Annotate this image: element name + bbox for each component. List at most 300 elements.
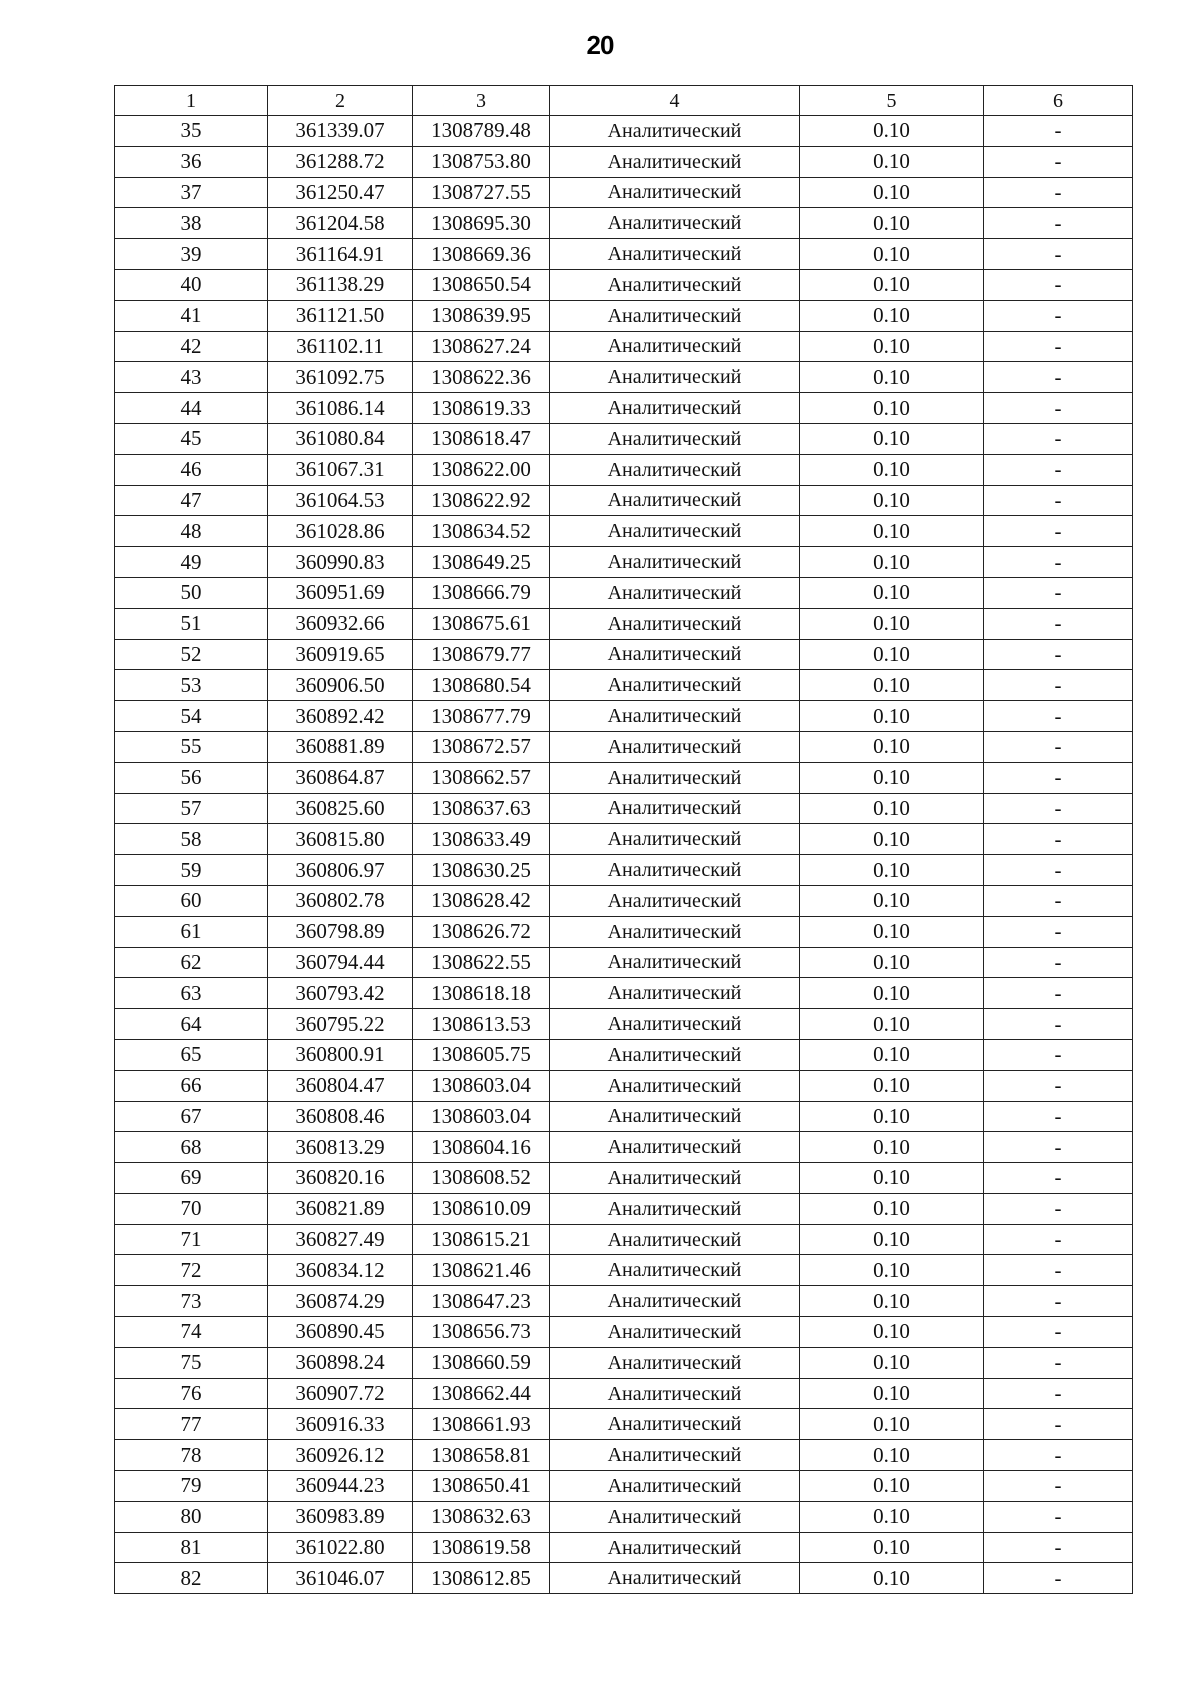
y-coordinate-cell: 1308605.75 bbox=[413, 1039, 550, 1070]
accuracy-cell: 0.10 bbox=[800, 731, 984, 762]
method-cell: Аналитический bbox=[550, 978, 800, 1009]
table-row bbox=[115, 177, 1133, 208]
y-coordinate-cell: 1308637.63 bbox=[413, 793, 550, 824]
accuracy-cell: 0.10 bbox=[800, 1563, 984, 1594]
point-number-cell: 53 bbox=[115, 670, 268, 701]
x-coordinate-cell: 360804.47 bbox=[268, 1070, 413, 1101]
table-row bbox=[115, 1286, 1133, 1317]
x-coordinate-cell: 361204.58 bbox=[268, 208, 413, 239]
accuracy-cell: 0.10 bbox=[800, 116, 984, 147]
point-number-cell: 37 bbox=[115, 177, 268, 208]
note-cell: - bbox=[984, 1009, 1133, 1040]
accuracy-cell: 0.10 bbox=[800, 1224, 984, 1255]
note-cell: - bbox=[984, 1163, 1133, 1194]
accuracy-cell: 0.10 bbox=[800, 670, 984, 701]
method-cell: Аналитический bbox=[550, 1532, 800, 1563]
x-coordinate-cell: 360795.22 bbox=[268, 1009, 413, 1040]
page-number: 20 bbox=[586, 30, 614, 60]
point-number-cell: 62 bbox=[115, 947, 268, 978]
y-coordinate-cell: 1308613.53 bbox=[413, 1009, 550, 1040]
table-row bbox=[115, 762, 1133, 793]
x-coordinate-cell: 361080.84 bbox=[268, 423, 413, 454]
point-number-cell: 57 bbox=[115, 793, 268, 824]
point-number-cell: 80 bbox=[115, 1501, 268, 1532]
x-coordinate-cell: 360808.46 bbox=[268, 1101, 413, 1132]
accuracy-cell: 0.10 bbox=[800, 885, 984, 916]
accuracy-cell: 0.10 bbox=[800, 547, 984, 578]
x-coordinate-cell: 360793.42 bbox=[268, 978, 413, 1009]
point-number-cell: 54 bbox=[115, 701, 268, 732]
note-cell: - bbox=[984, 177, 1133, 208]
point-number-cell: 38 bbox=[115, 208, 268, 239]
y-coordinate-cell: 1308661.93 bbox=[413, 1409, 550, 1440]
accuracy-cell: 0.10 bbox=[800, 1532, 984, 1563]
table-body bbox=[115, 116, 1133, 1594]
note-cell: - bbox=[984, 1224, 1133, 1255]
method-cell: Аналитический bbox=[550, 208, 800, 239]
method-cell: Аналитический bbox=[550, 1563, 800, 1594]
x-coordinate-cell: 361339.07 bbox=[268, 116, 413, 147]
point-number-cell: 55 bbox=[115, 731, 268, 762]
point-number-cell: 43 bbox=[115, 362, 268, 393]
y-coordinate-cell: 1308626.72 bbox=[413, 916, 550, 947]
method-cell: Аналитический bbox=[550, 885, 800, 916]
point-number-cell: 41 bbox=[115, 300, 268, 331]
table-row bbox=[115, 1471, 1133, 1502]
y-coordinate-cell: 1308675.61 bbox=[413, 608, 550, 639]
accuracy-cell: 0.10 bbox=[800, 177, 984, 208]
note-cell: - bbox=[984, 1070, 1133, 1101]
note-cell: - bbox=[984, 208, 1133, 239]
method-cell: Аналитический bbox=[550, 608, 800, 639]
y-coordinate-cell: 1308603.04 bbox=[413, 1070, 550, 1101]
note-cell: - bbox=[984, 239, 1133, 270]
note-cell: - bbox=[984, 762, 1133, 793]
y-coordinate-cell: 1308618.47 bbox=[413, 423, 550, 454]
accuracy-cell: 0.10 bbox=[800, 577, 984, 608]
note-cell: - bbox=[984, 516, 1133, 547]
point-number-cell: 78 bbox=[115, 1440, 268, 1471]
table-row bbox=[115, 1193, 1133, 1224]
x-coordinate-cell: 360932.66 bbox=[268, 608, 413, 639]
note-cell: - bbox=[984, 331, 1133, 362]
y-coordinate-cell: 1308622.55 bbox=[413, 947, 550, 978]
table-row bbox=[115, 701, 1133, 732]
y-coordinate-cell: 1308608.52 bbox=[413, 1163, 550, 1194]
method-cell: Аналитический bbox=[550, 269, 800, 300]
point-number-cell: 61 bbox=[115, 916, 268, 947]
point-number-cell: 52 bbox=[115, 639, 268, 670]
table-row bbox=[115, 577, 1133, 608]
table-row bbox=[115, 1532, 1133, 1563]
x-coordinate-cell: 361250.47 bbox=[268, 177, 413, 208]
x-coordinate-cell: 361022.80 bbox=[268, 1532, 413, 1563]
method-cell: Аналитический bbox=[550, 1471, 800, 1502]
y-coordinate-cell: 1308639.95 bbox=[413, 300, 550, 331]
method-cell: Аналитический bbox=[550, 1009, 800, 1040]
method-cell: Аналитический bbox=[550, 1409, 800, 1440]
method-cell: Аналитический bbox=[550, 454, 800, 485]
x-coordinate-cell: 361092.75 bbox=[268, 362, 413, 393]
x-coordinate-cell: 361288.72 bbox=[268, 146, 413, 177]
method-cell: Аналитический bbox=[550, 1070, 800, 1101]
accuracy-cell: 0.10 bbox=[800, 793, 984, 824]
table-row bbox=[115, 116, 1133, 147]
accuracy-cell: 0.10 bbox=[800, 423, 984, 454]
table-row bbox=[115, 824, 1133, 855]
y-coordinate-cell: 1308656.73 bbox=[413, 1317, 550, 1348]
accuracy-cell: 0.10 bbox=[800, 1501, 984, 1532]
x-coordinate-cell: 360806.97 bbox=[268, 855, 413, 886]
y-coordinate-cell: 1308666.79 bbox=[413, 577, 550, 608]
point-number-cell: 75 bbox=[115, 1347, 268, 1378]
method-cell: Аналитический bbox=[550, 1501, 800, 1532]
note-cell: - bbox=[984, 947, 1133, 978]
y-coordinate-cell: 1308619.58 bbox=[413, 1532, 550, 1563]
y-coordinate-cell: 1308647.23 bbox=[413, 1286, 550, 1317]
y-coordinate-cell: 1308610.09 bbox=[413, 1193, 550, 1224]
accuracy-cell: 0.10 bbox=[800, 978, 984, 1009]
accuracy-cell: 0.10 bbox=[800, 1039, 984, 1070]
note-cell: - bbox=[984, 670, 1133, 701]
accuracy-cell: 0.10 bbox=[800, 269, 984, 300]
note-cell: - bbox=[984, 1132, 1133, 1163]
table-row bbox=[115, 978, 1133, 1009]
x-coordinate-cell: 360990.83 bbox=[268, 547, 413, 578]
table-row bbox=[115, 547, 1133, 578]
accuracy-cell: 0.10 bbox=[800, 947, 984, 978]
accuracy-cell: 0.10 bbox=[800, 1009, 984, 1040]
method-cell: Аналитический bbox=[550, 577, 800, 608]
note-cell: - bbox=[984, 793, 1133, 824]
accuracy-cell: 0.10 bbox=[800, 1378, 984, 1409]
x-coordinate-cell: 360907.72 bbox=[268, 1378, 413, 1409]
table-row bbox=[115, 208, 1133, 239]
point-number-cell: 40 bbox=[115, 269, 268, 300]
note-cell: - bbox=[984, 608, 1133, 639]
method-cell: Аналитический bbox=[550, 762, 800, 793]
accuracy-cell: 0.10 bbox=[800, 208, 984, 239]
x-coordinate-cell: 360821.89 bbox=[268, 1193, 413, 1224]
note-cell: - bbox=[984, 1347, 1133, 1378]
y-coordinate-cell: 1308618.18 bbox=[413, 978, 550, 1009]
accuracy-cell: 0.10 bbox=[800, 331, 984, 362]
y-coordinate-cell: 1308603.04 bbox=[413, 1101, 550, 1132]
x-coordinate-cell: 360874.29 bbox=[268, 1286, 413, 1317]
table-row bbox=[115, 916, 1133, 947]
x-coordinate-cell: 360892.42 bbox=[268, 701, 413, 732]
note-cell: - bbox=[984, 824, 1133, 855]
x-coordinate-cell: 361046.07 bbox=[268, 1563, 413, 1594]
accuracy-cell: 0.10 bbox=[800, 393, 984, 424]
method-cell: Аналитический bbox=[550, 793, 800, 824]
y-coordinate-cell: 1308753.80 bbox=[413, 146, 550, 177]
accuracy-cell: 0.10 bbox=[800, 239, 984, 270]
note-cell: - bbox=[984, 1471, 1133, 1502]
y-coordinate-cell: 1308680.54 bbox=[413, 670, 550, 701]
y-coordinate-cell: 1308634.52 bbox=[413, 516, 550, 547]
accuracy-cell: 0.10 bbox=[800, 1286, 984, 1317]
note-cell: - bbox=[984, 1532, 1133, 1563]
accuracy-cell: 0.10 bbox=[800, 485, 984, 516]
y-coordinate-cell: 1308628.42 bbox=[413, 885, 550, 916]
note-cell: - bbox=[984, 116, 1133, 147]
accuracy-cell: 0.10 bbox=[800, 1440, 984, 1471]
note-cell: - bbox=[984, 1317, 1133, 1348]
method-cell: Аналитический bbox=[550, 1039, 800, 1070]
accuracy-cell: 0.10 bbox=[800, 1347, 984, 1378]
header-row bbox=[115, 86, 1133, 116]
x-coordinate-cell: 360813.29 bbox=[268, 1132, 413, 1163]
x-coordinate-cell: 360820.16 bbox=[268, 1163, 413, 1194]
point-number-cell: 35 bbox=[115, 116, 268, 147]
x-coordinate-cell: 360906.50 bbox=[268, 670, 413, 701]
accuracy-cell: 0.10 bbox=[800, 855, 984, 886]
table-row bbox=[115, 1501, 1133, 1532]
point-number-cell: 74 bbox=[115, 1317, 268, 1348]
table-row bbox=[115, 1317, 1133, 1348]
x-coordinate-cell: 360827.49 bbox=[268, 1224, 413, 1255]
y-coordinate-cell: 1308622.00 bbox=[413, 454, 550, 485]
x-coordinate-cell: 361164.91 bbox=[268, 239, 413, 270]
x-coordinate-cell: 360864.87 bbox=[268, 762, 413, 793]
point-number-cell: 46 bbox=[115, 454, 268, 485]
table-row bbox=[115, 1563, 1133, 1594]
x-coordinate-cell: 360898.24 bbox=[268, 1347, 413, 1378]
method-cell: Аналитический bbox=[550, 947, 800, 978]
note-cell: - bbox=[984, 423, 1133, 454]
y-coordinate-cell: 1308633.49 bbox=[413, 824, 550, 855]
column-header: 3 bbox=[413, 86, 550, 116]
point-number-cell: 39 bbox=[115, 239, 268, 270]
note-cell: - bbox=[984, 485, 1133, 516]
x-coordinate-cell: 360983.89 bbox=[268, 1501, 413, 1532]
accuracy-cell: 0.10 bbox=[800, 1255, 984, 1286]
method-cell: Аналитический bbox=[550, 423, 800, 454]
note-cell: - bbox=[984, 547, 1133, 578]
point-number-cell: 68 bbox=[115, 1132, 268, 1163]
x-coordinate-cell: 360881.89 bbox=[268, 731, 413, 762]
accuracy-cell: 0.10 bbox=[800, 454, 984, 485]
method-cell: Аналитический bbox=[550, 1286, 800, 1317]
table-row bbox=[115, 1440, 1133, 1471]
method-cell: Аналитический bbox=[550, 485, 800, 516]
note-cell: - bbox=[984, 1255, 1133, 1286]
note-cell: - bbox=[984, 1193, 1133, 1224]
table-row bbox=[115, 608, 1133, 639]
method-cell: Аналитический bbox=[550, 547, 800, 578]
x-coordinate-cell: 360815.80 bbox=[268, 824, 413, 855]
note-cell: - bbox=[984, 577, 1133, 608]
x-coordinate-cell: 361102.11 bbox=[268, 331, 413, 362]
method-cell: Аналитический bbox=[550, 1317, 800, 1348]
point-number-cell: 70 bbox=[115, 1193, 268, 1224]
table-row bbox=[115, 793, 1133, 824]
y-coordinate-cell: 1308650.54 bbox=[413, 269, 550, 300]
point-number-cell: 66 bbox=[115, 1070, 268, 1101]
point-number-cell: 49 bbox=[115, 547, 268, 578]
accuracy-cell: 0.10 bbox=[800, 608, 984, 639]
table-row bbox=[115, 362, 1133, 393]
method-cell: Аналитический bbox=[550, 239, 800, 270]
method-cell: Аналитический bbox=[550, 1132, 800, 1163]
point-number-cell: 72 bbox=[115, 1255, 268, 1286]
note-cell: - bbox=[984, 885, 1133, 916]
accuracy-cell: 0.10 bbox=[800, 1070, 984, 1101]
x-coordinate-cell: 360916.33 bbox=[268, 1409, 413, 1440]
table-row bbox=[115, 1070, 1133, 1101]
note-cell: - bbox=[984, 300, 1133, 331]
y-coordinate-cell: 1308612.85 bbox=[413, 1563, 550, 1594]
table-header bbox=[115, 86, 1133, 116]
table-row bbox=[115, 1163, 1133, 1194]
y-coordinate-cell: 1308615.21 bbox=[413, 1224, 550, 1255]
y-coordinate-cell: 1308621.46 bbox=[413, 1255, 550, 1286]
method-cell: Аналитический bbox=[550, 1440, 800, 1471]
y-coordinate-cell: 1308672.57 bbox=[413, 731, 550, 762]
x-coordinate-cell: 360800.91 bbox=[268, 1039, 413, 1070]
accuracy-cell: 0.10 bbox=[800, 1101, 984, 1132]
point-number-cell: 79 bbox=[115, 1471, 268, 1502]
method-cell: Аналитический bbox=[550, 731, 800, 762]
x-coordinate-cell: 361064.53 bbox=[268, 485, 413, 516]
column-header: 4 bbox=[550, 86, 800, 116]
point-number-cell: 82 bbox=[115, 1563, 268, 1594]
method-cell: Аналитический bbox=[550, 701, 800, 732]
accuracy-cell: 0.10 bbox=[800, 916, 984, 947]
method-cell: Аналитический bbox=[550, 1378, 800, 1409]
y-coordinate-cell: 1308649.25 bbox=[413, 547, 550, 578]
method-cell: Аналитический bbox=[550, 1347, 800, 1378]
x-coordinate-cell: 360926.12 bbox=[268, 1440, 413, 1471]
x-coordinate-cell: 360825.60 bbox=[268, 793, 413, 824]
table-row bbox=[115, 1255, 1133, 1286]
method-cell: Аналитический bbox=[550, 855, 800, 886]
y-coordinate-cell: 1308662.57 bbox=[413, 762, 550, 793]
point-number-cell: 76 bbox=[115, 1378, 268, 1409]
table-row bbox=[115, 269, 1133, 300]
note-cell: - bbox=[984, 269, 1133, 300]
note-cell: - bbox=[984, 146, 1133, 177]
column-header: 6 bbox=[984, 86, 1133, 116]
accuracy-cell: 0.10 bbox=[800, 762, 984, 793]
point-number-cell: 36 bbox=[115, 146, 268, 177]
method-cell: Аналитический bbox=[550, 1163, 800, 1194]
note-cell: - bbox=[984, 1501, 1133, 1532]
table-row bbox=[115, 239, 1133, 270]
y-coordinate-cell: 1308650.41 bbox=[413, 1471, 550, 1502]
accuracy-cell: 0.10 bbox=[800, 1193, 984, 1224]
table-row bbox=[115, 1009, 1133, 1040]
y-coordinate-cell: 1308632.63 bbox=[413, 1501, 550, 1532]
note-cell: - bbox=[984, 1286, 1133, 1317]
point-number-cell: 47 bbox=[115, 485, 268, 516]
point-number-cell: 65 bbox=[115, 1039, 268, 1070]
table-row bbox=[115, 485, 1133, 516]
table-row bbox=[115, 454, 1133, 485]
y-coordinate-cell: 1308658.81 bbox=[413, 1440, 550, 1471]
y-coordinate-cell: 1308619.33 bbox=[413, 393, 550, 424]
note-cell: - bbox=[984, 393, 1133, 424]
point-number-cell: 59 bbox=[115, 855, 268, 886]
accuracy-cell: 0.10 bbox=[800, 639, 984, 670]
point-number-cell: 77 bbox=[115, 1409, 268, 1440]
note-cell: - bbox=[984, 1101, 1133, 1132]
table-row bbox=[115, 855, 1133, 886]
y-coordinate-cell: 1308679.77 bbox=[413, 639, 550, 670]
table-row bbox=[115, 393, 1133, 424]
table-row bbox=[115, 146, 1133, 177]
method-cell: Аналитический bbox=[550, 1101, 800, 1132]
point-number-cell: 67 bbox=[115, 1101, 268, 1132]
point-number-cell: 64 bbox=[115, 1009, 268, 1040]
table-row bbox=[115, 731, 1133, 762]
table-row bbox=[115, 423, 1133, 454]
y-coordinate-cell: 1308627.24 bbox=[413, 331, 550, 362]
point-number-cell: 71 bbox=[115, 1224, 268, 1255]
accuracy-cell: 0.10 bbox=[800, 516, 984, 547]
y-coordinate-cell: 1308669.36 bbox=[413, 239, 550, 270]
table-row bbox=[115, 885, 1133, 916]
table-row bbox=[115, 1378, 1133, 1409]
accuracy-cell: 0.10 bbox=[800, 701, 984, 732]
table-row bbox=[115, 1347, 1133, 1378]
point-number-cell: 44 bbox=[115, 393, 268, 424]
note-cell: - bbox=[984, 978, 1133, 1009]
y-coordinate-cell: 1308660.59 bbox=[413, 1347, 550, 1378]
method-cell: Аналитический bbox=[550, 393, 800, 424]
y-coordinate-cell: 1308789.48 bbox=[413, 116, 550, 147]
x-coordinate-cell: 360798.89 bbox=[268, 916, 413, 947]
method-cell: Аналитический bbox=[550, 116, 800, 147]
note-cell: - bbox=[984, 1409, 1133, 1440]
table-row bbox=[115, 1101, 1133, 1132]
table-row bbox=[115, 516, 1133, 547]
accuracy-cell: 0.10 bbox=[800, 1409, 984, 1440]
point-number-cell: 56 bbox=[115, 762, 268, 793]
accuracy-cell: 0.10 bbox=[800, 824, 984, 855]
y-coordinate-cell: 1308695.30 bbox=[413, 208, 550, 239]
table-row bbox=[115, 639, 1133, 670]
method-cell: Аналитический bbox=[550, 362, 800, 393]
y-coordinate-cell: 1308622.92 bbox=[413, 485, 550, 516]
x-coordinate-cell: 360890.45 bbox=[268, 1317, 413, 1348]
accuracy-cell: 0.10 bbox=[800, 146, 984, 177]
method-cell: Аналитический bbox=[550, 516, 800, 547]
x-coordinate-cell: 360919.65 bbox=[268, 639, 413, 670]
method-cell: Аналитический bbox=[550, 670, 800, 701]
accuracy-cell: 0.10 bbox=[800, 1163, 984, 1194]
y-coordinate-cell: 1308604.16 bbox=[413, 1132, 550, 1163]
table-row bbox=[115, 1039, 1133, 1070]
point-number-cell: 58 bbox=[115, 824, 268, 855]
x-coordinate-cell: 360951.69 bbox=[268, 577, 413, 608]
point-number-cell: 48 bbox=[115, 516, 268, 547]
coordinates-table bbox=[114, 85, 1133, 1594]
y-coordinate-cell: 1308662.44 bbox=[413, 1378, 550, 1409]
table-row bbox=[115, 300, 1133, 331]
point-number-cell: 81 bbox=[115, 1532, 268, 1563]
point-number-cell: 51 bbox=[115, 608, 268, 639]
x-coordinate-cell: 361067.31 bbox=[268, 454, 413, 485]
note-cell: - bbox=[984, 639, 1133, 670]
y-coordinate-cell: 1308630.25 bbox=[413, 855, 550, 886]
note-cell: - bbox=[984, 731, 1133, 762]
accuracy-cell: 0.10 bbox=[800, 362, 984, 393]
method-cell: Аналитический bbox=[550, 1224, 800, 1255]
point-number-cell: 63 bbox=[115, 978, 268, 1009]
note-cell: - bbox=[984, 1039, 1133, 1070]
